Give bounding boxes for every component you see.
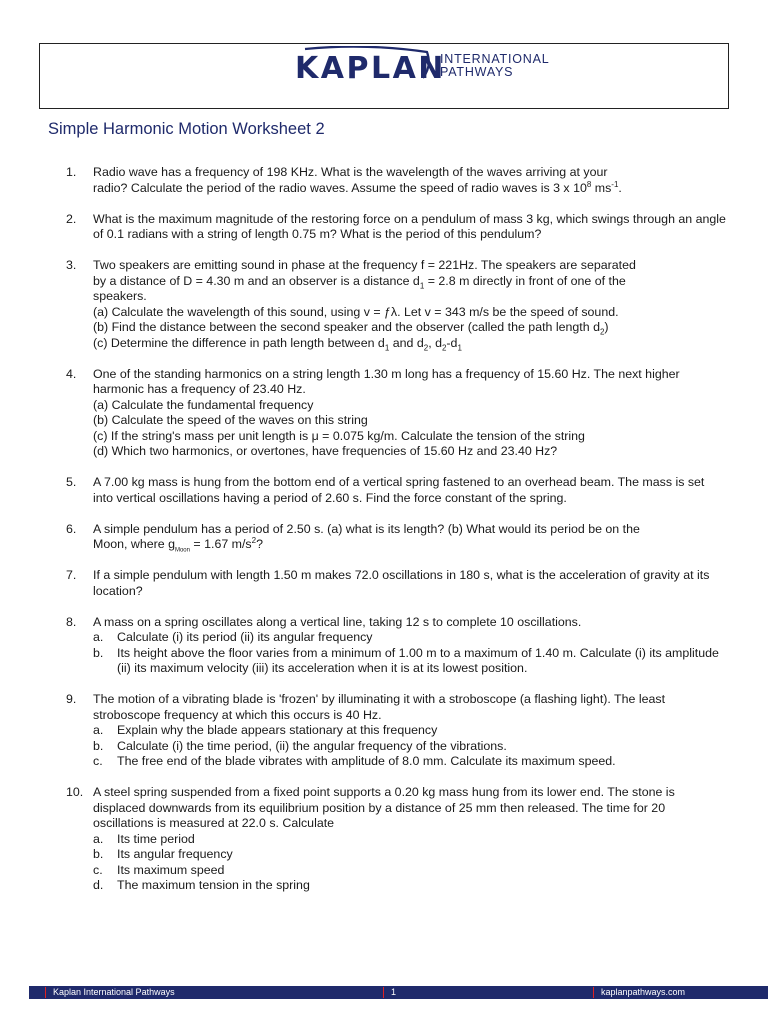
- sub-question-letter: a.: [93, 831, 104, 846]
- sub-question-c: [93, 336, 726, 352]
- question-text-line: [93, 274, 726, 290]
- sub-question-letter: c.: [93, 862, 103, 877]
- question-text: If a simple pendulum with length 1.50 m makes 72.0 oscillations in 180 s, what is the acceleration of gravity at its location?: [93, 568, 710, 598]
- question-number: 1.: [66, 165, 77, 179]
- text-run: (b) Find the distance between the second speaker and the observer (called the path length d: [93, 320, 600, 334]
- question-text-line: Two speakers are emitting sound in phase at the frequency f = 221Hz. The speakers are separated: [93, 258, 636, 272]
- question-5: [66, 475, 726, 506]
- question-number: 6.: [66, 521, 77, 536]
- text-run: (c) Determine the difference in path length between d: [93, 335, 385, 350]
- page-title: Simple Harmonic Motion Worksheet 2: [48, 120, 325, 138]
- text-run: .: [618, 180, 622, 195]
- text-run: and d: [389, 335, 424, 350]
- subscript: 1: [457, 342, 462, 352]
- question-number: 5.: [66, 475, 77, 489]
- footer-left-text: Kaplan International Pathways: [53, 987, 175, 997]
- sub-question-text: Calculate (i) the time period, (ii) the angular frequency of the vibrations.: [117, 738, 507, 753]
- sub-question-text: Calculate (i) its period (ii) its angular frequency: [117, 630, 373, 644]
- sub-question-text: Explain why the blade appears stationary at this frequency: [117, 723, 438, 737]
- question-6: [66, 522, 726, 553]
- sub-question-text: Its angular frequency: [117, 847, 233, 861]
- question-number: 7.: [66, 568, 77, 582]
- text-run: , d: [428, 335, 442, 350]
- sub-question-letter: d.: [93, 878, 104, 892]
- sub-question-letter: b.: [93, 645, 104, 660]
- sub-question-b: (b) Calculate the speed of the waves on this string: [93, 413, 368, 427]
- sub-question-d: (d) Which two harmonics, or overtones, have frequencies of 15.60 Hz and 23.40 Hz?: [93, 444, 558, 458]
- footer-website-link[interactable]: kaplanpathways.com: [601, 987, 686, 997]
- superscript: 8: [586, 179, 592, 189]
- question-text-line: Radio wave has a frequency of 198 KHz. What is the wavelength of the waves arriving at your: [93, 165, 608, 179]
- question-text: One of the standing harmonics on a string length 1.30 m long has a frequency of 15.60 Hz. The next higher harmonic has a frequency of 23.40 Hz.: [93, 366, 680, 396]
- footer-divider: [383, 987, 384, 998]
- question-3: [66, 258, 726, 351]
- question-number: 2.: [66, 211, 77, 226]
- subscript: 2: [441, 342, 447, 352]
- question-text-line: [93, 181, 726, 197]
- question-8: [66, 615, 726, 677]
- sub-question-c: (c) If the string's mass per unit length is μ = 0.075 kg/m. Calculate the tension of the string: [93, 428, 585, 443]
- question-text: A mass on a spring oscillates along a vertical line, taking 12 s to complete 10 oscillations.: [93, 614, 582, 629]
- sub-question-letter: a.: [93, 630, 104, 644]
- question-number: 3.: [66, 258, 77, 272]
- sub-question-a: [93, 723, 726, 739]
- question-text: The motion of a vibrating blade is 'frozen' by illuminating it with a stroboscope (a flashing light). The least stroboscope frequency at which this occurs is 40 Hz.: [93, 692, 666, 722]
- sub-question-text: The free end of the blade vibrates with amplitude of 8.0 mm. Calculate its maximum speed.: [117, 754, 616, 768]
- sub-question-c: [93, 754, 726, 770]
- subscript: 2: [423, 342, 429, 352]
- superscript: -1: [611, 179, 619, 189]
- question-text-line: speakers.: [93, 289, 147, 303]
- sub-question-b: [93, 847, 726, 863]
- header-box: [39, 43, 729, 109]
- kaplan-logo: [295, 46, 565, 106]
- subscript: Moon: [174, 547, 190, 554]
- sub-question-b: [93, 320, 726, 336]
- question-text: What is the maximum magnitude of the restoring force on a pendulum of mass 3 kg, which swings through an angle of 0.1 radians with a string of length 0.75 m? What is the period of this pendulum?: [93, 211, 726, 241]
- subscript: 1: [419, 280, 425, 290]
- logo-subtitle: [440, 53, 549, 79]
- superscript: 2: [251, 535, 257, 545]
- text-run: = 1.67 m/s: [189, 537, 252, 551]
- question-number: 10.: [66, 785, 84, 799]
- text-run: radio? Calculate the period of the radio waves. Assume the speed of radio waves is 3 x 10: [93, 180, 587, 195]
- sub-question-b: [93, 646, 726, 677]
- question-text-line: A simple pendulum has a period of 2.50 s. (a) what is its length? (b) What would its period be on the: [93, 521, 640, 536]
- question-7: [66, 568, 726, 599]
- subscript: 1: [384, 342, 390, 352]
- sub-question-letter: a.: [93, 723, 104, 737]
- logo-subtitle-line2: PATHWAYS: [440, 65, 514, 79]
- sub-question-b: [93, 739, 726, 755]
- question-number: 4.: [66, 366, 77, 381]
- sub-question-text: Its height above the floor varies from a minimum of 1.00 m to a maximum of 1.40 m. Calculate (i) its amplitude (ii) its maximum velocity (iii) its acceleration when it is at its lowest position.: [117, 645, 719, 675]
- question-text: A steel spring suspended from a fixed point supports a 0.20 kg mass hung from its lower end. The stone is displaced downwards from its equilibrium position by a distance of 25 mm then released. The time for 20 oscillations is measured at 22.0 s. Calculate: [93, 785, 675, 830]
- subscript: 2: [599, 327, 605, 337]
- logo-wordmark: KAPLAN: [295, 51, 446, 86]
- footer-divider: [593, 987, 594, 998]
- question-number: 8.: [66, 614, 77, 629]
- question-text: A 7.00 kg mass is hung from the bottom end of a vertical spring fastened to an overhead beam. The mass is set into vertical oscillations having a period of 2.60 s. Find the force constant of the spring.: [93, 475, 705, 505]
- sub-question-letter: b.: [93, 847, 104, 861]
- question-9: [66, 692, 726, 770]
- text-run: = 2.8 m directly in front of one of the: [424, 273, 626, 288]
- text-run: by a distance of D = 4.30 m and an observer is a distance d: [93, 273, 420, 288]
- sub-question-a: [93, 630, 726, 646]
- sub-question-text: The maximum tension in the spring: [117, 878, 310, 892]
- text-run: ms: [591, 180, 612, 195]
- sub-question-letter: c.: [93, 754, 103, 768]
- question-10: [66, 785, 726, 894]
- sub-question-text: Its time period: [117, 831, 195, 846]
- text-run: ): [604, 320, 609, 334]
- page-footer: [29, 986, 768, 999]
- question-list: [66, 165, 726, 909]
- sub-question-a: (a) Calculate the wavelength of this sound, using v = ƒλ. Let v = 343 m/s be the speed of sound.: [93, 304, 619, 319]
- text-run: -d: [446, 335, 458, 350]
- question-4: [66, 367, 726, 460]
- footer-page-number: 1: [391, 987, 397, 997]
- text-run: Moon, where g: [93, 537, 175, 551]
- question-2: [66, 212, 726, 243]
- question-1: [66, 165, 726, 196]
- sub-question-a: [93, 832, 726, 848]
- sub-question-letter: b.: [93, 738, 104, 753]
- text-run: ?: [256, 537, 263, 551]
- sub-question-text: Its maximum speed: [117, 862, 225, 877]
- logo-subtitle-line1: INTERNATIONAL: [440, 52, 550, 66]
- question-number: 9.: [66, 692, 77, 706]
- question-text-line: [93, 537, 726, 553]
- sub-question-d: [93, 878, 726, 894]
- sub-question-a: (a) Calculate the fundamental frequency: [93, 397, 314, 412]
- footer-divider: [45, 987, 46, 998]
- sub-question-c: [93, 863, 726, 879]
